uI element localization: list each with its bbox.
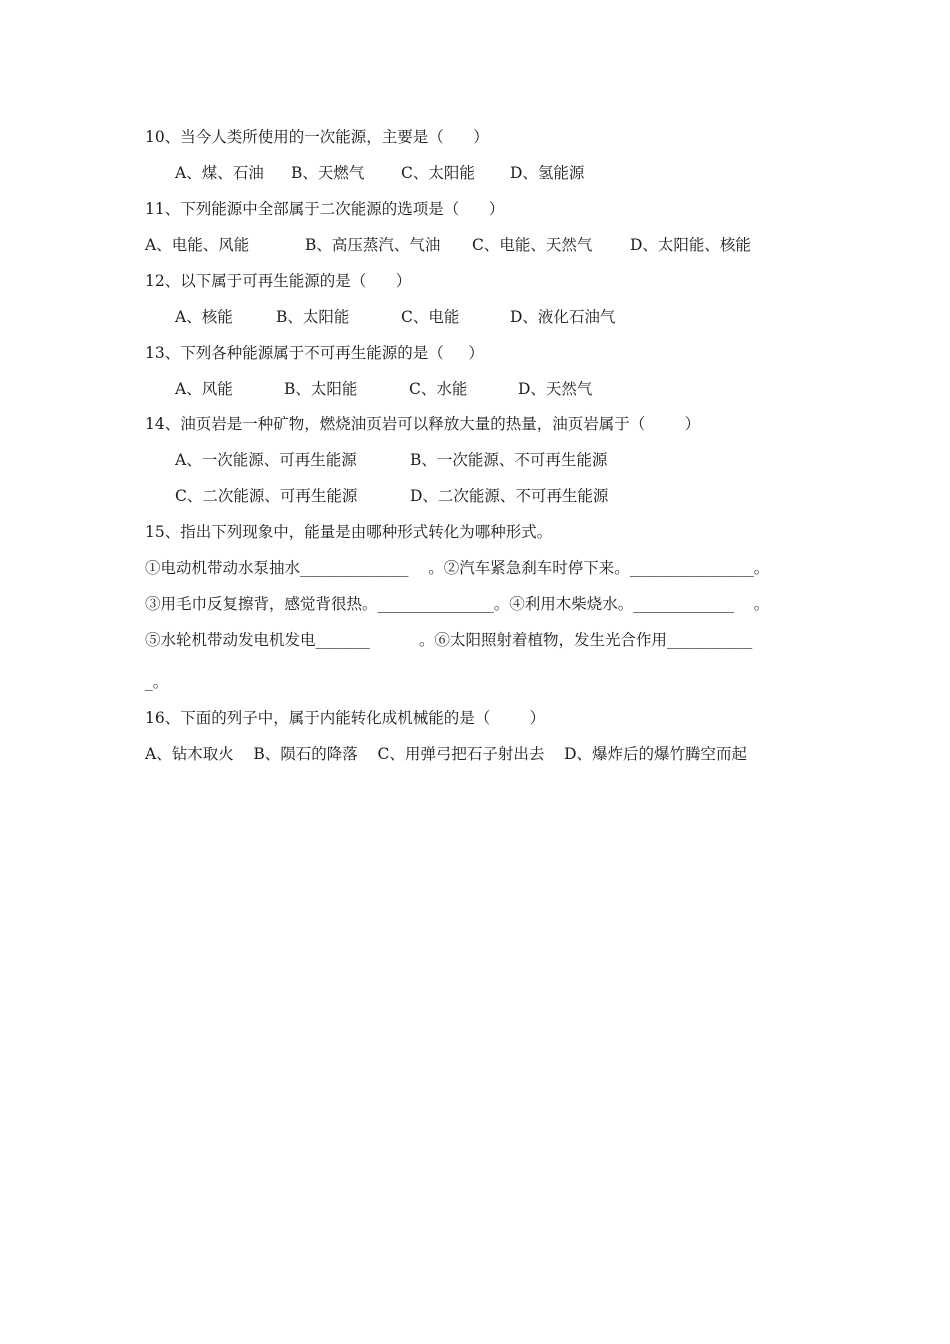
question-12-option-a: A、核能 bbox=[175, 308, 233, 326]
question-10-option-c: C、太阳能 bbox=[401, 164, 475, 182]
question-15-blank-line-3: ⑤水轮机带动发电机发电_______ 。⑥太阳照射着植物，发生光合作用___________ bbox=[145, 631, 753, 649]
question-11-option-c: C、电能、天然气 bbox=[472, 236, 593, 254]
question-15-stem: 15、指出下列现象中，能量是由哪种形式转化为哪种形式。 bbox=[145, 523, 553, 541]
question-12-option-b: B、太阳能 bbox=[276, 308, 350, 326]
question-11-stem: 11、下列能源中全部属于二次能源的选项是（ ） bbox=[145, 200, 505, 218]
question-11-option-d: D、太阳能、核能 bbox=[630, 236, 751, 254]
question-15-blank-line-1: ①电动机带动水泵抽水______________ 。②汽车紧急刹车时停下来。________________。 bbox=[145, 559, 770, 577]
question-13-option-c: C、水能 bbox=[409, 380, 468, 398]
question-12-option-d: D、液化石油气 bbox=[510, 308, 616, 326]
question-14-option-d: D、二次能源、不可再生能源 bbox=[410, 487, 609, 505]
question-10-option-d: D、氢能源 bbox=[510, 164, 585, 182]
question-11-option-a: A、电能、风能 bbox=[145, 236, 250, 254]
question-13-stem: 13、下列各种能源属于不可再生能源的是（ ） bbox=[145, 344, 484, 362]
question-14-option-a: A、一次能源、可再生能源 bbox=[175, 451, 357, 469]
question-15-blank-line-2: ③用毛巾反复擦背，感觉背很热。_______________。④利用木柴烧水。_____________ 。 bbox=[145, 595, 770, 613]
question-16-options: A、钻木取火 B、陨石的降落 C、用弹弓把石子射出去 D、爆炸后的爆竹腾空而起 bbox=[145, 745, 747, 763]
question-15-blank-line-4: _。 bbox=[145, 673, 169, 691]
question-13-option-a: A、风能 bbox=[175, 380, 233, 398]
question-10-option-a: A、煤、石油 bbox=[175, 164, 264, 182]
question-13-option-d: D、天然气 bbox=[518, 380, 593, 398]
question-13-option-b: B、太阳能 bbox=[284, 380, 358, 398]
question-10-stem: 10、当今人类所使用的一次能源，主要是（ ） bbox=[145, 128, 489, 146]
question-11-option-b: B、高压蒸汽、气油 bbox=[305, 236, 441, 254]
question-14-stem: 14、油页岩是一种矿物，燃烧油页岩可以释放大量的热量，油页岩属于（ ） bbox=[145, 415, 701, 433]
question-12-stem: 12、以下属于可再生能源的是（ ） bbox=[145, 272, 412, 290]
question-14-option-b: B、一次能源、不可再生能源 bbox=[410, 451, 608, 469]
question-10-option-b: B、天燃气 bbox=[291, 164, 365, 182]
question-12-option-c: C、电能 bbox=[401, 308, 460, 326]
question-14-option-c: C、二次能源、可再生能源 bbox=[175, 487, 358, 505]
question-16-stem: 16、下面的列子中，属于内能转化成机械能的是（ ） bbox=[145, 709, 546, 727]
